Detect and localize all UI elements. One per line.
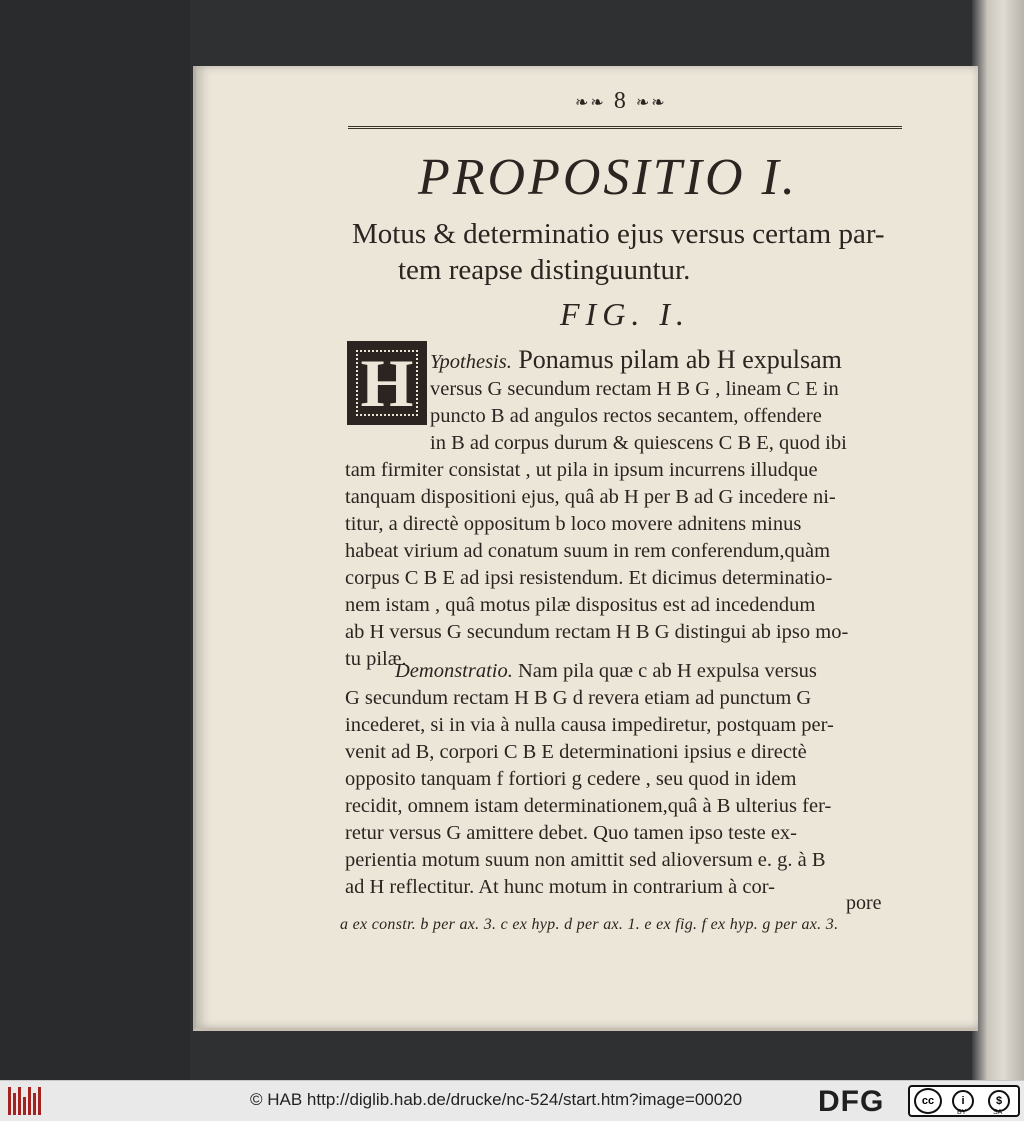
fleuron-left-icon: ❧❧	[575, 94, 606, 112]
cc-icon: cc	[914, 1088, 942, 1114]
catchword: pore	[846, 892, 882, 914]
share-alike-icon: $	[988, 1090, 1010, 1112]
viewer-footer	[0, 1080, 1024, 1121]
license-badge[interactable]: cc i $ BY SA	[908, 1085, 1020, 1117]
proposition-statement: Motus & determinatio ejus versus certam par- tem reapse distinguuntur.	[352, 218, 885, 286]
proposition-title: PROPOSITIO I.	[418, 149, 798, 206]
hypothesis-paragraph: Ypothesis. Ponamus pilam ab H expulsam versus G secundum rectam H B G , lineam C E in puncto B ad angulos rectos secantem, offendere in B ad corpus durum & quiescens C B E, quod ibi tam firmiter consistat , ut pila in ipsum incurrens illudque tanquam dispositioni ejus, quâ ab H per B ad G incedere ni- titur, a directè oppositum b loco movere adnitens minus habeat virium ad conatum suum in rem conferendum,quàm corpus C B E ad ipsi resistendum. Et dicimus determinatio- nem istam , quâ motus pilæ dispositus est ad incedendum ab H versus G secundum rectam H B G distingui ab ipso mo- tu pilæ.	[345, 345, 849, 670]
demonstratio-paragraph: Demonstratio. Nam pila quæ c ab H expulsa versus G secundum rectam H B G d revera etiam ad punctum G incederet, si in via à nulla causa impediretur, postquam per- venit ad B, corpori C B E determinationi ipsius e directè opposito tanquam f fortiori g cedere , seu quod in idem recidit, omnem istam determinationem,quâ à B ulterius fer- retur versus G amittere debet. Quo tamen ipso teste ex- perientia motum suum non amittit sed alioversum e. g. à B ad H reflectitur. At hunc motum in contrarium à cor-	[345, 660, 834, 898]
background-left	[0, 0, 190, 1080]
hab-logo-icon	[8, 1087, 48, 1115]
marginal-references: a ex constr. b per ax. 3. c ex hyp. d per ax. 1. e ex fig. f ex hyp. g per ax. 3.	[340, 916, 839, 933]
figure-label: FIG. I.	[560, 296, 690, 332]
header-rule	[348, 126, 902, 129]
dfg-logo: DFG	[818, 1085, 885, 1118]
source-link[interactable]: © HAB http://diglib.hab.de/drucke/nc-524/start.htm?image=00020	[250, 1090, 743, 1109]
adjacent-page-edge	[972, 0, 1024, 1080]
page-number: ❧❧ 8 ❧❧	[575, 88, 667, 114]
fleuron-right-icon: ❧❧	[635, 94, 667, 112]
attribution-icon: i	[952, 1090, 974, 1112]
drop-cap: H	[347, 341, 427, 425]
